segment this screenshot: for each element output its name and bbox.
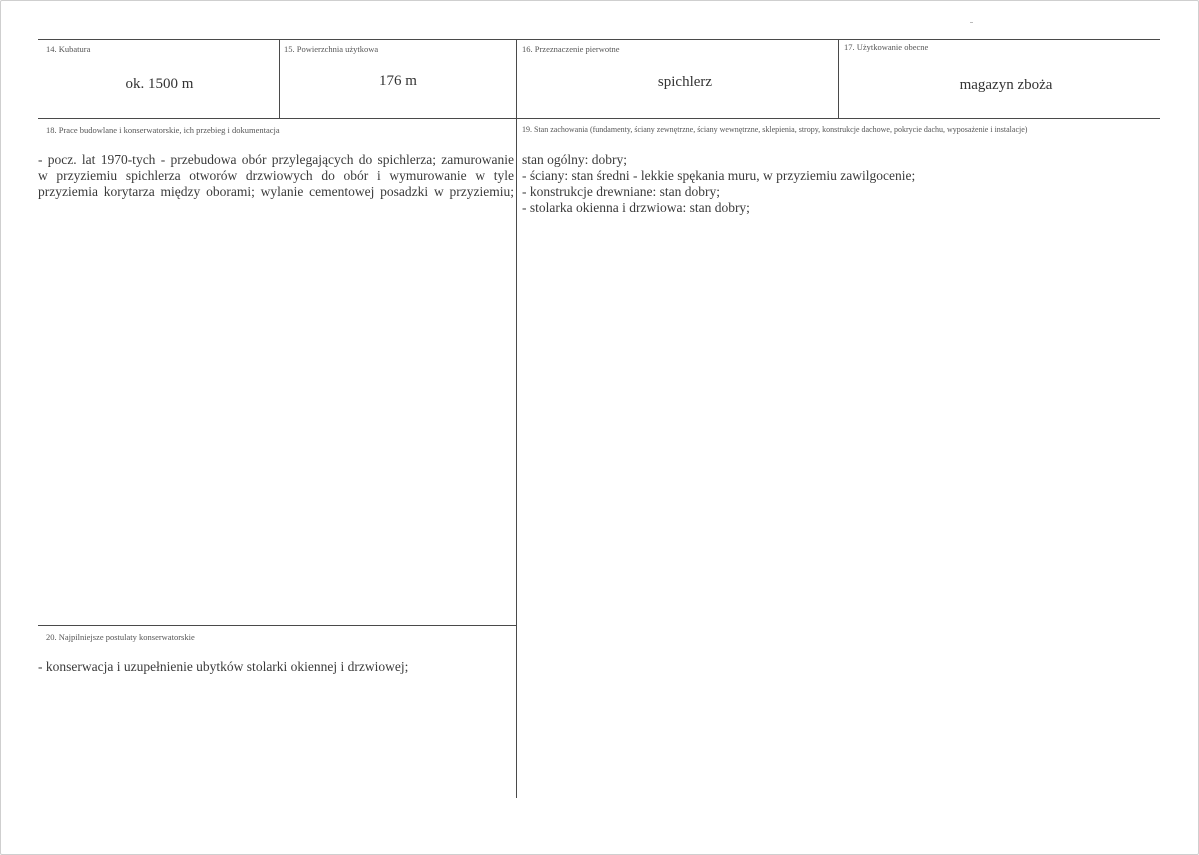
prace-line-2: w przyziemiu spichlerza otworów drzwiowych do obór i wymurowanie w tyle [38,168,514,183]
przeznaczenie-label: 16. Przeznaczenie pierwotne [522,44,620,54]
stan-label: 19. Stan zachowania (fundamenty, ściany zewnętrzne, ściany wewnętrzne, sklepienia, stropy, konstrukcje dachowe, pokrycie dachu, wyposażenie i instalacje) [522,125,1028,134]
stan-line-4: - stolarka okienna i drzwiowa: stan dobry; [522,200,750,215]
prace-label: 18. Prace budowlane i konserwatorskie, ich przebieg i dokumentacja [46,125,280,135]
postulaty-text [38,659,514,675]
postulaty-label: 20. Najpilniejsze postulaty konserwatorskie [46,632,195,642]
przeznaczenie-value: spichlerz [657,74,713,90]
powierzchnia-label: 15. Powierzchnia użytkowa [284,44,379,54]
postulaty-line-1: - konserwacja i uzupełnienie ubytków stolarki okiennej i drzwiowej; [38,659,409,674]
prace-text [38,152,514,200]
scan-mark [970,22,973,23]
stan-line-2: - ściany: stan średni - lekkie spękania muru, w przyziemiu zawilgocenie; [522,168,916,183]
prace-line-1: - pocz. lat 1970-tych - przebudowa obór przylegających do spichlerza; zamurowanie [38,152,514,167]
powierzchnia-value: 176 m [379,73,417,89]
prace-line-3: przyziemia korytarza między oborami; wylanie cementowej posadzki w przyziemiu; [38,184,514,199]
rule-row1-bottom [38,118,1160,119]
rule-col-left-right [516,39,517,798]
stan-text [522,152,1152,216]
uzytkowanie-value: magazyn zboża [959,77,1053,93]
stan-line-3: - konstrukcje drewniane: stan dobry; [522,184,720,199]
uzytkowanie-label: 17. Użytkowanie obecne [844,42,929,52]
kubatura-label: 14. Kubatura [46,44,91,54]
rule-top [38,39,1160,40]
kubatura-value: ok. 1500 m [125,76,194,92]
rule-section20-top [38,625,517,626]
stan-line-1: stan ogólny: dobry; [522,152,627,167]
